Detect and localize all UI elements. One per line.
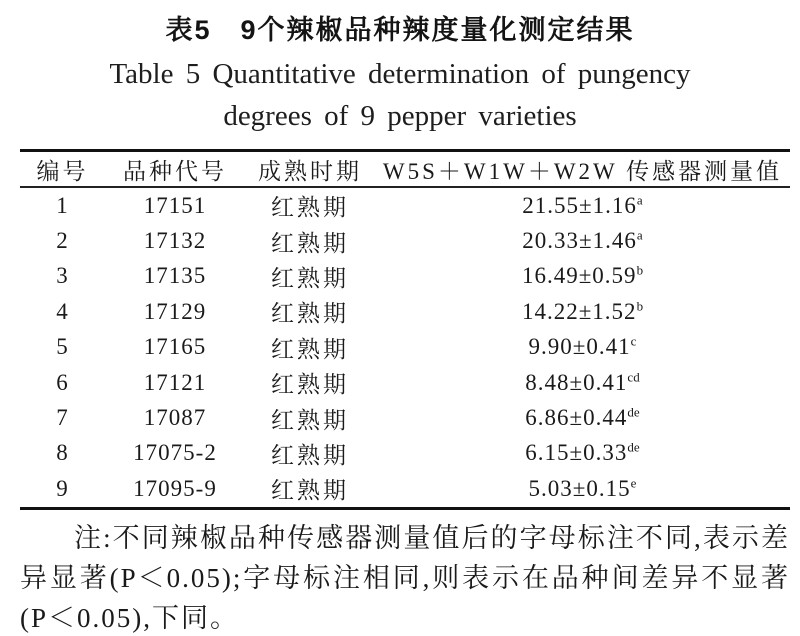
cell-code: 17075-2 xyxy=(133,440,217,466)
table-caption-en-line2: degrees of 9 pepper varieties xyxy=(223,100,577,132)
table-row xyxy=(20,294,790,329)
header-cell-no: 编号 xyxy=(36,158,89,184)
header-cell-code: 品种代号 xyxy=(123,158,227,184)
cell-no: 6 xyxy=(56,369,69,395)
table-row xyxy=(20,259,790,294)
cell-stage: 红熟期 xyxy=(271,301,349,327)
table-row xyxy=(20,436,790,471)
table-row xyxy=(20,365,790,400)
cell-no: 5 xyxy=(56,334,69,360)
cell-value: 6.15±0.33de xyxy=(525,439,640,466)
cell-stage: 红熟期 xyxy=(271,407,349,433)
cell-stage: 红熟期 xyxy=(271,478,349,504)
significance-letter: e xyxy=(630,475,637,491)
significance-letter: a xyxy=(636,227,643,243)
cell-code: 17121 xyxy=(143,369,207,395)
significance-letter: b xyxy=(636,262,644,278)
significance-letter: c xyxy=(630,333,637,349)
cell-stage: 红熟期 xyxy=(271,336,349,362)
table-caption-zh: 表5 9个辣椒品种辣度量化测定结果 xyxy=(165,15,635,45)
cell-no: 7 xyxy=(56,405,69,431)
significance-letter: cd xyxy=(627,368,640,384)
table-bottom-rule xyxy=(20,507,790,510)
cell-no: 1 xyxy=(56,192,69,218)
table-header-row xyxy=(20,152,790,186)
header-cell-sensor-value: W5S＋W1W＋W2W 传感器测量值 xyxy=(382,158,783,184)
table-row xyxy=(20,188,790,223)
table-row xyxy=(20,330,790,365)
cell-code: 17095-9 xyxy=(133,475,217,501)
header-cell-stage: 成熟时期 xyxy=(258,158,362,184)
cell-stage: 红熟期 xyxy=(271,372,349,398)
table-row xyxy=(20,471,790,506)
significance-letter: b xyxy=(636,298,644,314)
cell-stage: 红熟期 xyxy=(271,195,349,221)
cell-value: 8.48±0.41$^{cd}$ xyxy=(525,368,640,395)
cell-stage: 红熟期 xyxy=(271,230,349,256)
cell-value: 14.22±1.52$^b$ xyxy=(521,298,644,324)
cell-code: 17151 xyxy=(143,192,207,218)
cell-no: 4 xyxy=(56,298,69,324)
table-caption-en-line1: Table 5 Quantitative determination of pungency xyxy=(109,58,691,90)
table-footnote: 注:不同辣椒品种传感器测量值后的字母标注不同,表示差异显著(P＜0.05);字母标注相同,则表示在品种间差异不显著(P＜0.05),下同。 xyxy=(20,522,790,633)
cell-value: 16.49±0.59$^b$ xyxy=(521,262,644,289)
cell-stage: 红熟期 xyxy=(271,442,349,468)
significance-letter: a xyxy=(636,192,643,208)
cell-value: 20.33±1.46$^a$ xyxy=(522,227,643,254)
cell-value: 5.03±0.15$^e$ xyxy=(528,475,637,501)
cell-no: 8 xyxy=(56,440,69,466)
table-row xyxy=(20,223,790,258)
cell-code: 17129 xyxy=(143,298,207,324)
data-table xyxy=(20,149,790,510)
cell-no: 2 xyxy=(56,228,69,254)
significance-letter: de xyxy=(627,404,640,420)
cell-code: 17087 xyxy=(143,405,207,431)
cell-value: 6.86±0.44de xyxy=(525,404,640,431)
cell-no: 9 xyxy=(56,475,69,501)
significance-letter: de xyxy=(627,439,640,455)
cell-stage: 红熟期 xyxy=(271,265,349,291)
cell-value: 9.90±0.41$^c$ xyxy=(528,333,637,360)
table-row xyxy=(20,400,790,435)
cell-code: 17135 xyxy=(143,263,207,289)
cell-no: 3 xyxy=(56,263,69,289)
cell-code: 17165 xyxy=(143,334,207,360)
cell-code: 17132 xyxy=(143,228,207,254)
cell-value: 21.55±1.16$^a$ xyxy=(522,192,643,218)
